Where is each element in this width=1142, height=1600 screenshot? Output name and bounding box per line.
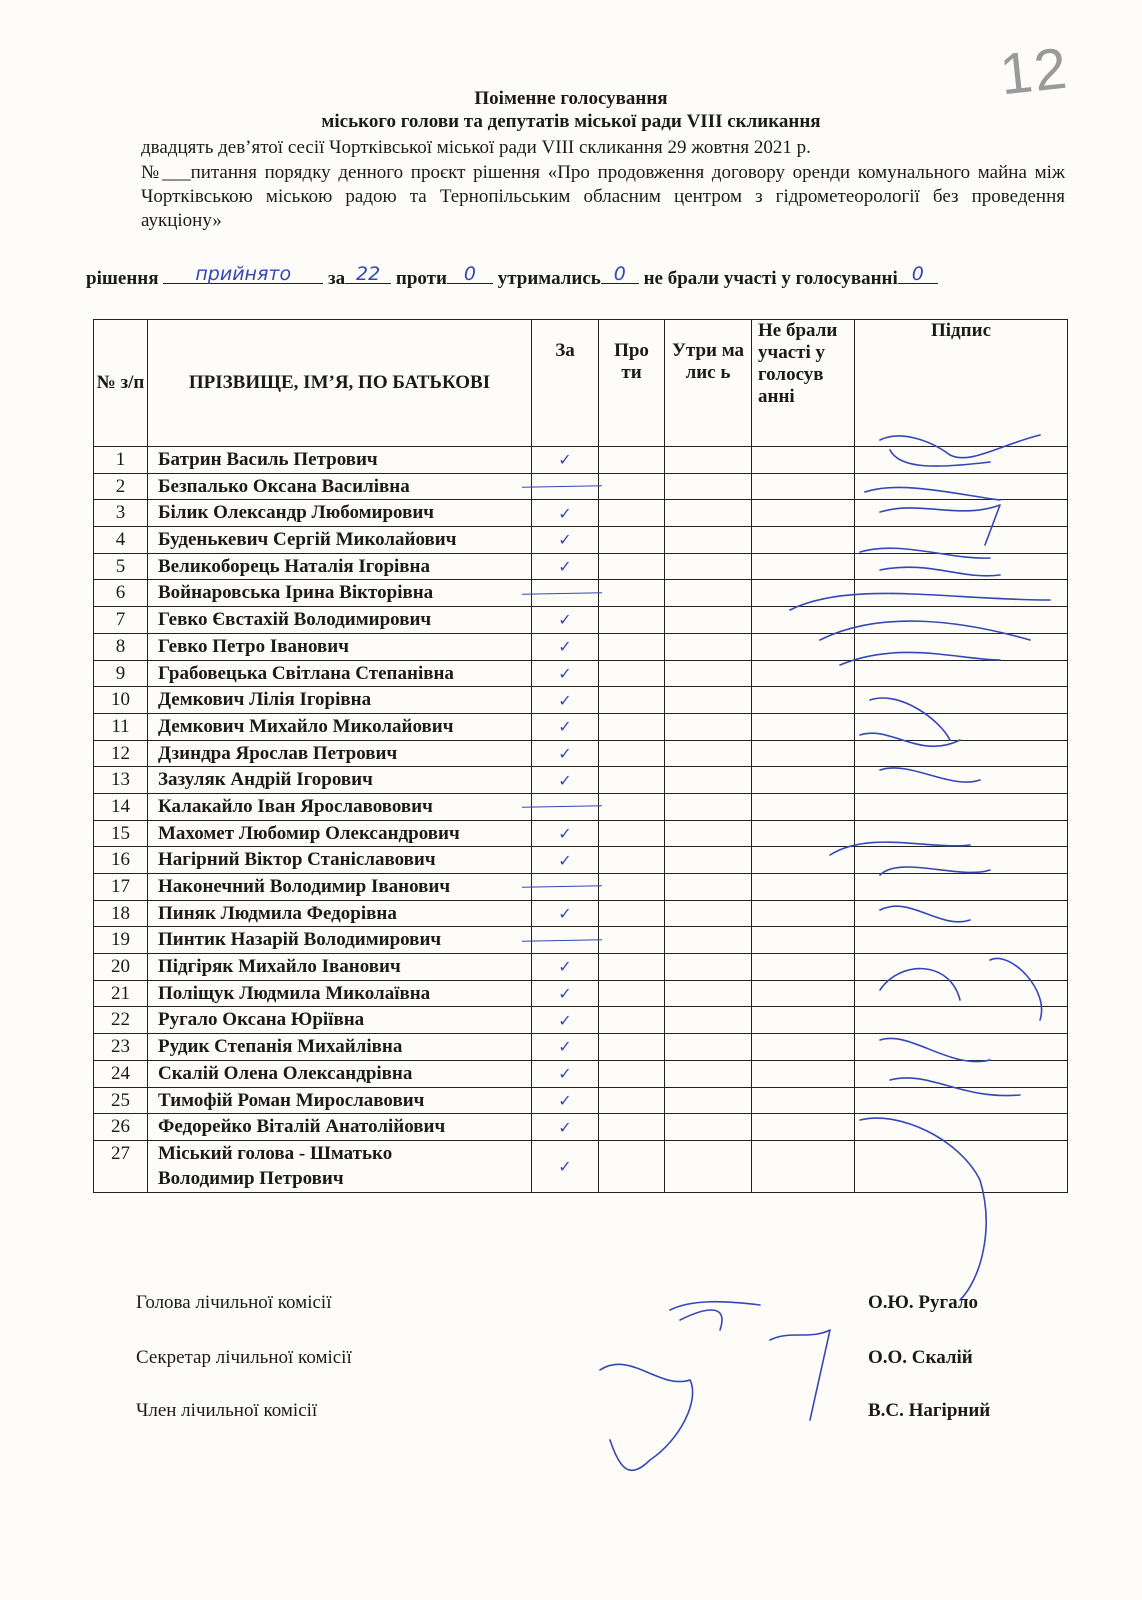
table-row (94, 793, 1068, 820)
row-number: 14 (94, 793, 148, 820)
vote-for-check: ✓ (532, 607, 599, 634)
not-voted-count: 0 (898, 265, 938, 284)
signature-cell (855, 1034, 1068, 1061)
absent-dash (532, 874, 599, 901)
table-header-row (94, 320, 1068, 447)
table-row (94, 580, 1068, 607)
row-number: 15 (94, 820, 148, 847)
signature-cell (855, 607, 1068, 634)
not-voted-cell (752, 847, 855, 874)
not-voted-label: не брали участі у голосуванні (643, 268, 898, 289)
table-row (94, 954, 1068, 981)
signature-cell (855, 553, 1068, 580)
document-subtitle: міського голови та депутатів міської ради VIII скликання (321, 111, 821, 132)
vote-against-cell (599, 954, 665, 981)
signature-cell (855, 660, 1068, 687)
deputy-name: Підгіряк Михайло Іванович (148, 954, 532, 981)
vote-against-cell (599, 713, 665, 740)
table-row (94, 447, 1068, 474)
signature-cell (855, 447, 1068, 474)
table-row (94, 927, 1068, 954)
table-row (94, 713, 1068, 740)
row-number: 9 (94, 660, 148, 687)
deputy-name: Ругало Оксана Юріївна (148, 1007, 532, 1034)
row-number: 18 (94, 900, 148, 927)
table-row (94, 553, 1068, 580)
vote-abstained-cell (665, 1007, 752, 1034)
row-number: 2 (94, 473, 148, 500)
row-number: 19 (94, 927, 148, 954)
vote-for-check: ✓ (532, 527, 599, 554)
not-voted-cell (752, 660, 855, 687)
vote-abstained-cell (665, 527, 752, 554)
page-number: 12 (996, 35, 1072, 108)
deputy-name: Тимофій Роман Мирославович (148, 1087, 532, 1114)
not-voted-cell (752, 607, 855, 634)
row-number: 21 (94, 980, 148, 1007)
vote-abstained-cell (665, 820, 752, 847)
row-number: 4 (94, 527, 148, 554)
row-number: 5 (94, 553, 148, 580)
deputy-name: Демкович Михайло Миколайович (148, 713, 532, 740)
signature-cell (855, 1060, 1068, 1087)
signature-cell (855, 1007, 1068, 1034)
vote-abstained-cell (665, 580, 752, 607)
row-number: 27 (94, 1140, 148, 1192)
signature-cell (855, 954, 1068, 981)
vote-against-cell (599, 767, 665, 794)
signature-cell (855, 1114, 1068, 1141)
deputy-name: Безпалько Оксана Василівна (148, 473, 532, 500)
vote-for-check: ✓ (532, 660, 599, 687)
not-voted-cell (752, 687, 855, 714)
table-row (94, 1034, 1068, 1061)
deputy-name: Батрин Василь Петрович (148, 447, 532, 474)
vote-abstained-cell (665, 847, 752, 874)
vote-for-check: ✓ (532, 820, 599, 847)
dash-mark (522, 939, 602, 941)
not-voted-cell (752, 793, 855, 820)
secretary-label: Секретар лічильної комісії (136, 1347, 352, 1368)
vote-for-check: ✓ (532, 500, 599, 527)
vote-against-cell (599, 847, 665, 874)
vote-for-check: ✓ (532, 900, 599, 927)
not-voted-cell (752, 980, 855, 1007)
signature-cell (855, 633, 1068, 660)
absent-dash (532, 473, 599, 500)
not-voted-cell (752, 1060, 855, 1087)
not-voted-cell (752, 927, 855, 954)
deputy-name: Зазуляк Андрій Ігорович (148, 767, 532, 794)
deputy-name: Федорейко Віталій Анатолійович (148, 1114, 532, 1141)
vote-abstained-cell (665, 1034, 752, 1061)
table-row (94, 740, 1068, 767)
not-voted-cell (752, 1034, 855, 1061)
signature-scribble (600, 1364, 693, 1470)
header-name: ПРІЗВИЩЕ, ІМ’Я, ПО БАТЬКОВІ (148, 320, 532, 447)
table-row (94, 1007, 1068, 1034)
agenda-text: №___питання порядку денного проєкт рішення «Про продовження договору оренди комунального майна між Чортківською міською радою та Тернопільським обласним центром з гідрометеорології без проведення аукціону» (141, 162, 1065, 231)
deputy-name: Калакайло Іван Ярославовович (148, 793, 532, 820)
deputy-name: Демкович Лілія Ігорівна (148, 687, 532, 714)
header-not-voted: Не брали участі у голосув анні (752, 320, 855, 447)
row-number: 7 (94, 607, 148, 634)
vote-for-check: ✓ (532, 954, 599, 981)
signature-cell (855, 580, 1068, 607)
vote-for-check: ✓ (532, 980, 599, 1007)
row-number: 1 (94, 447, 148, 474)
table-row (94, 660, 1068, 687)
vote-abstained-cell (665, 954, 752, 981)
row-number: 13 (94, 767, 148, 794)
vote-abstained-cell (665, 553, 752, 580)
vote-for-check: ✓ (532, 553, 599, 580)
vote-against-cell (599, 1034, 665, 1061)
signature-cell (855, 740, 1068, 767)
for-count: 22 (345, 265, 391, 284)
table-row (94, 820, 1068, 847)
signature-scribble (670, 1302, 760, 1330)
vote-abstained-cell (665, 633, 752, 660)
deputy-name: Гевко Петро Іванович (148, 633, 532, 660)
row-number: 25 (94, 1087, 148, 1114)
dash-mark (522, 806, 602, 808)
not-voted-cell (752, 1007, 855, 1034)
row-number: 23 (94, 1034, 148, 1061)
deputy-name: Рудик Степанія Михайлівна (148, 1034, 532, 1061)
vote-against-cell (599, 553, 665, 580)
dash-mark (522, 592, 602, 594)
table-row (94, 607, 1068, 634)
not-voted-cell (752, 553, 855, 580)
table-row (94, 980, 1068, 1007)
vote-abstained-cell (665, 1114, 752, 1141)
vote-for-check: ✓ (532, 767, 599, 794)
row-number: 20 (94, 954, 148, 981)
row-number: 8 (94, 633, 148, 660)
signature-cell (855, 767, 1068, 794)
not-voted-cell (752, 500, 855, 527)
absent-dash (532, 580, 599, 607)
not-voted-cell (752, 447, 855, 474)
table-row (94, 633, 1068, 660)
deputy-name (148, 1140, 532, 1192)
vote-against-cell (599, 874, 665, 901)
row-number: 10 (94, 687, 148, 714)
vote-for-check: ✓ (532, 1034, 599, 1061)
vote-against-cell (599, 527, 665, 554)
vote-for-check: ✓ (532, 740, 599, 767)
vote-table (93, 319, 1068, 1193)
vote-for-check: ✓ (532, 1087, 599, 1114)
vote-abstained-cell (665, 1060, 752, 1087)
table-row (94, 874, 1068, 901)
deputy-name: Махомет Любомир Олександрович (148, 820, 532, 847)
deputy-name: Дзиндра Ярослав Петрович (148, 740, 532, 767)
signature-cell (855, 900, 1068, 927)
not-voted-cell (752, 874, 855, 901)
not-voted-cell (752, 767, 855, 794)
result-line (86, 263, 1076, 290)
vote-for-check: ✓ (532, 1140, 599, 1192)
not-voted-cell (752, 473, 855, 500)
vote-abstained-cell (665, 500, 752, 527)
header-against: Про ти (599, 320, 665, 447)
vote-abstained-cell (665, 874, 752, 901)
not-voted-cell (752, 580, 855, 607)
table-row (94, 500, 1068, 527)
vote-against-cell (599, 633, 665, 660)
signature-cell (855, 527, 1068, 554)
header-for: За (532, 320, 599, 447)
signature-cell (855, 793, 1068, 820)
signature-cell (855, 820, 1068, 847)
absent-dash (532, 927, 599, 954)
member-name: В.С. Нагірний (868, 1400, 991, 1421)
decision-value: прийнято (163, 265, 323, 284)
deputy-name: Гевко Євстахій Володимирович (148, 607, 532, 634)
table-row (94, 900, 1068, 927)
decision-label: рішення (86, 268, 159, 289)
not-voted-cell (752, 740, 855, 767)
vote-against-cell (599, 1114, 665, 1141)
row-number: 12 (94, 740, 148, 767)
deputy-name: Пинтик Назарій Володимирович (148, 927, 532, 954)
signature-cell (855, 687, 1068, 714)
deputy-name: Грабовецька Світлана Степанівна (148, 660, 532, 687)
signature-cell (855, 1087, 1068, 1114)
dash-mark (522, 485, 602, 487)
vote-abstained-cell (665, 740, 752, 767)
header-signature: Підпис (855, 320, 1068, 447)
header-num: № з/п (94, 320, 148, 447)
vote-for-check: ✓ (532, 633, 599, 660)
vote-against-cell (599, 580, 665, 607)
vote-abstained-cell (665, 767, 752, 794)
vote-against-cell (599, 1060, 665, 1087)
signature-cell (855, 713, 1068, 740)
chair-label: Голова лічильної комісії (136, 1292, 332, 1313)
vote-against-cell (599, 687, 665, 714)
secretary-name: О.О. Скалій (868, 1347, 973, 1368)
vote-for-check: ✓ (532, 447, 599, 474)
table-row (94, 1114, 1068, 1141)
vote-abstained-cell (665, 900, 752, 927)
vote-against-cell (599, 1087, 665, 1114)
deputy-name: Нагірний Віктор Станіславович (148, 847, 532, 874)
table-row (94, 527, 1068, 554)
vote-abstained-cell (665, 927, 752, 954)
abstained-count: 0 (601, 265, 639, 284)
vote-against-cell (599, 793, 665, 820)
not-voted-cell (752, 527, 855, 554)
deputy-name: Войнаровська Ірина Вікторівна (148, 580, 532, 607)
vote-abstained-cell (665, 793, 752, 820)
vote-for-check: ✓ (532, 1007, 599, 1034)
document-title: Поіменне голосування (474, 88, 668, 109)
vote-abstained-cell (665, 980, 752, 1007)
signature-cell (855, 980, 1068, 1007)
table-row (94, 687, 1068, 714)
vote-for-check: ✓ (532, 713, 599, 740)
table-row (94, 473, 1068, 500)
table-row (94, 1060, 1068, 1087)
signature-cell (855, 500, 1068, 527)
signature-cell (855, 874, 1068, 901)
row-number: 26 (94, 1114, 148, 1141)
vote-abstained-cell (665, 607, 752, 634)
vote-for-check: ✓ (532, 687, 599, 714)
against-count: 0 (447, 265, 493, 284)
dash-mark (522, 886, 602, 888)
chair-name: О.Ю. Ругало (868, 1292, 978, 1313)
deputy-name: Буденькевич Сергій Миколайович (148, 527, 532, 554)
vote-against-cell (599, 607, 665, 634)
vote-for-check: ✓ (532, 847, 599, 874)
vote-against-cell (599, 740, 665, 767)
member-label: Член лічильної комісії (136, 1400, 318, 1421)
row-number: 22 (94, 1007, 148, 1034)
vote-against-cell (599, 500, 665, 527)
vote-abstained-cell (665, 687, 752, 714)
vote-abstained-cell (665, 660, 752, 687)
deputy-name: Наконечний Володимир Іванович (148, 874, 532, 901)
table-row (94, 767, 1068, 794)
row-number: 24 (94, 1060, 148, 1087)
vote-against-cell (599, 1140, 665, 1192)
vote-abstained-cell (665, 713, 752, 740)
vote-against-cell (599, 473, 665, 500)
not-voted-cell (752, 713, 855, 740)
vote-against-cell (599, 1007, 665, 1034)
not-voted-cell (752, 1087, 855, 1114)
table-row (94, 847, 1068, 874)
vote-abstained-cell (665, 447, 752, 474)
signature-cell (855, 847, 1068, 874)
row-number: 11 (94, 713, 148, 740)
vote-against-cell (599, 980, 665, 1007)
session-line: двадцять дев’ятої сесії Чортківської міської ради VIII скликання 29 жовтня 2021 р. (141, 137, 811, 158)
row-number: 3 (94, 500, 148, 527)
not-voted-cell (752, 1114, 855, 1141)
row-number: 6 (94, 580, 148, 607)
header-abstained: Утри малис ь (665, 320, 752, 447)
vote-for-check: ✓ (532, 1114, 599, 1141)
not-voted-cell (752, 954, 855, 981)
absent-dash (532, 793, 599, 820)
vote-against-cell (599, 820, 665, 847)
deputy-name: Пиняк Людмила Федорівна (148, 900, 532, 927)
signature-cell (855, 927, 1068, 954)
not-voted-cell (752, 820, 855, 847)
row-number: 16 (94, 847, 148, 874)
deputy-name-line1: Міський голова - Шматько (158, 1142, 393, 1164)
vote-abstained-cell (665, 1087, 752, 1114)
vote-abstained-cell (665, 1140, 752, 1192)
table-row (94, 1087, 1068, 1114)
deputy-name: Великоборець Наталія Ігорівна (148, 553, 532, 580)
not-voted-cell (752, 900, 855, 927)
vote-abstained-cell (665, 473, 752, 500)
abstained-label: утримались (497, 268, 601, 289)
vote-against-cell (599, 447, 665, 474)
vote-for-check: ✓ (532, 1060, 599, 1087)
for-label: за (328, 268, 346, 289)
signature-cell (855, 1140, 1068, 1192)
table-row (94, 1140, 1068, 1192)
not-voted-cell (752, 633, 855, 660)
deputy-name-line2: Володимир Петрович (158, 1167, 344, 1189)
vote-against-cell (599, 927, 665, 954)
signature-scribble (770, 1330, 830, 1420)
vote-against-cell (599, 660, 665, 687)
row-number: 17 (94, 874, 148, 901)
signature-cell (855, 473, 1068, 500)
deputy-name: Поліщук Людмила Миколаївна (148, 980, 532, 1007)
deputy-name: Білик Олександр Любомирович (148, 500, 532, 527)
vote-against-cell (599, 900, 665, 927)
against-label: проти (395, 268, 447, 289)
not-voted-cell (752, 1140, 855, 1192)
deputy-name: Скалій Олена Олександрівна (148, 1060, 532, 1087)
